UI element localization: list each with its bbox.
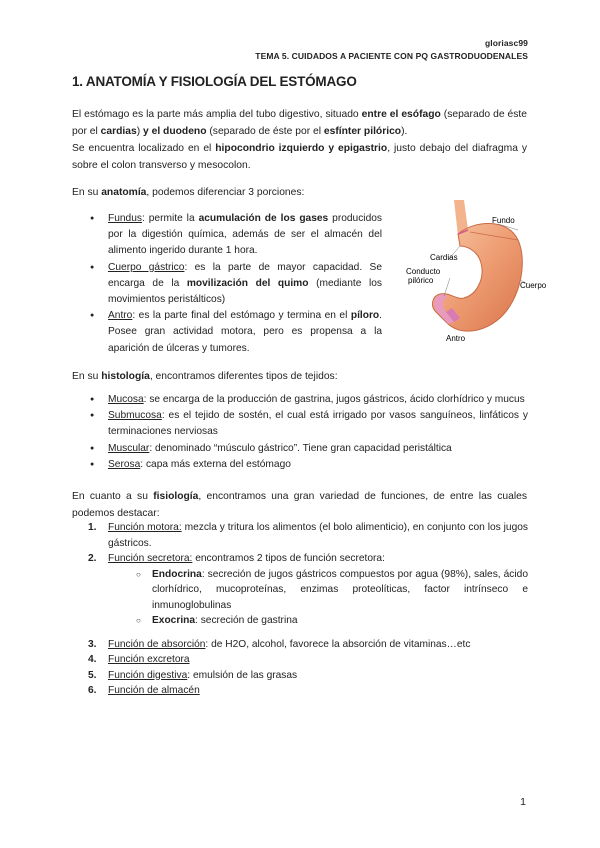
page-number: 1 <box>520 796 526 808</box>
physiology-lead: En cuanto a su fisiología, encontramos una gran variedad de funciones, de entre las cuales podemos destacar: <box>72 491 527 519</box>
header-subject: TEMA 5. CUIDADOS A PACIENTE CON PQ GASTRODUODENALES <box>255 51 528 61</box>
list-item: ● Serosa: capa más externa del estómago <box>90 457 528 473</box>
list-item: 6. Función de almacén <box>88 685 200 696</box>
list-item: ● Cuerpo gástrico: es la parte de mayor capacidad. Se encarga de la movilización del quimo (mediante los movimientos peristálticos) <box>90 260 382 309</box>
list-item: ● Submucosa: es el tejido de sostén, el cual está irrigado por vasos sanguíneos, linfáticos y terminaciones nerviosas <box>90 408 528 440</box>
list-item: ● Muscular: denominado “músculo gástrico”. Tiene gran capacidad peristáltica <box>90 441 528 457</box>
label-cuerpo: Cuerpo <box>520 281 546 290</box>
label-pilorico: pilórico <box>408 276 434 285</box>
label-cardias: Cardias <box>430 253 458 262</box>
histology-lead: En su histología, encontramos diferentes tipos de tejidos: <box>72 371 338 382</box>
sublist-item: ○ Exocrina: secreción de gastrina <box>136 613 528 629</box>
physiology-list <box>88 520 528 699</box>
list-item: 1. Función motora: mezcla y tritura los alimentos (el bolo alimenticio), en conjunto con los jugos gástricos. <box>88 522 528 549</box>
histology-list <box>90 392 528 473</box>
stomach-diagram <box>396 200 546 350</box>
list-item: 2. Función secretora: encontramos 2 tipos de función secretora: ○ Endocrina: secreción de jugos gástricos compuestos por agua (98%), sales, ácido clorhídrico, mucoproteínas, enzimas proteolíticas, factor intrínseco e inmunoglobulinas ○ Exocrina: secreción de gastrina <box>88 551 528 629</box>
list-item: 4. Función excretora <box>88 654 190 665</box>
sublist-item: ○ Endocrina: secreción de jugos gástricos compuestos por agua (98%), sales, ácido clorhídrico, mucoproteínas, enzimas proteolíticas, factor intrínseco e inmunoglobulinas <box>136 567 528 614</box>
label-conducto: Conducto <box>406 267 441 276</box>
anatomy-lead: En su anatomía, podemos diferenciar 3 porciones: <box>72 187 305 198</box>
anatomy-list <box>90 211 382 357</box>
list-item: ● Mucosa: se encarga de la producción de gastrina, jugos gástricos, ácido clorhídrico y mucus <box>90 392 528 408</box>
section-title: 1. ANATOMÍA Y FISIOLOGÍA DEL ESTÓMAGO <box>72 74 357 89</box>
intro-paragraph-2: Se encuentra localizado en el hipocondrio izquierdo y epigastrio, justo debajo del diafragma y sobre el colon transverso y mesocolon. <box>72 143 527 171</box>
intro-paragraph-1: El estómago es la parte más amplia del tubo digestivo, situado entre el esófago (separado de éste por el cardias) y el duodeno (separado de éste por el esfínter pilórico). <box>72 109 527 137</box>
label-antro: Antro <box>446 334 466 343</box>
list-item: 3. Función de absorción: de H2O, alcohol, favorece la absorción de vitaminas…etc <box>88 638 471 650</box>
list-item: ● Fundus: permite la acumulación de los gases producidos por la digestión química, además de ser el almacén del alimento ingerido durante 1 hora. <box>90 211 382 260</box>
list-item: 5. Función digestiva: emulsión de las grasas <box>88 669 298 681</box>
header-author: gloriasc99 <box>484 38 528 48</box>
list-item: ● Antro: es la parte final del estómago y termina en el píloro. Posee gran actividad motora, pero es propensa a la aparición de úlceras y tumores. <box>90 308 382 357</box>
label-fundo: Fundo <box>492 216 515 225</box>
secretora-sublist <box>136 567 528 629</box>
